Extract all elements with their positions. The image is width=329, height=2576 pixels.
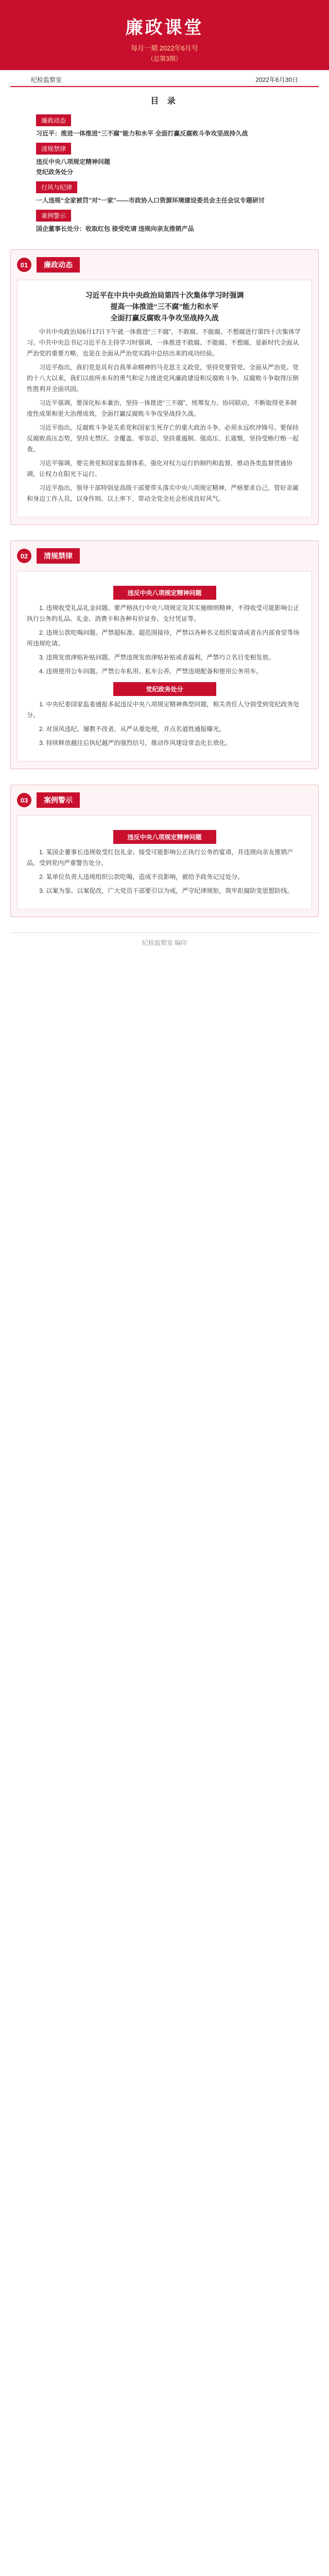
newsletter-title: 廉政课堂 bbox=[125, 19, 204, 38]
newsletter-page bbox=[0, 0, 329, 947]
toc-entry: 党纪政务处分 bbox=[36, 168, 74, 176]
article-paragraph: 习近平强调，要完善党和国家监督体系，强化对权力运行的制约和监督，推动各类监督贯通协调，让权力在阳光下运行。 bbox=[27, 460, 293, 478]
section-header bbox=[11, 250, 318, 280]
subsection-item: 3. 持续释放越往后执纪越严的强烈信号，推动作风建设常态化长效化。 bbox=[39, 739, 232, 747]
article-paragraph: 习近平指出，反腐败斗争是关系党和国家生死存亡的重大政治斗争，必须永远吹冲锋号。要保持反腐败高压态势，坚持无禁区、全覆盖、零容忍，坚持重遏制、强高压、长震慑，坚持受贿行贿一起查。 bbox=[27, 424, 299, 453]
section-tag: 廉政动态 bbox=[37, 257, 80, 273]
subsection-item: 2. 违规公款吃喝问题。严禁超标准、超范围接待，严禁以各种名义组织宴请或者在内部食堂等场所违规吃请。 bbox=[27, 629, 300, 647]
article-paragraph: 习近平指出，我们党是具有自我革命精神的马克思主义政党，坚持党要管党、全面从严治党。党的十八大以来，我们以前所未有的勇气和定力推进党风廉政建设和反腐败斗争，反腐败斗争取得压倒性胜利并全面巩固。 bbox=[27, 364, 299, 393]
subsection-item: 3. 以案为鉴、以案促改，广大党员干部要引以为戒，严守纪律规矩，筑牢拒腐防变思想防线。 bbox=[39, 887, 293, 894]
publisher: 纪检监察室 bbox=[31, 76, 62, 83]
section-03 bbox=[10, 785, 319, 917]
subsection-item: 2. 某单位负责人违规组织公款吃喝，造成不良影响，被给予政务记过处分。 bbox=[39, 873, 244, 880]
subsection-item: 1. 中央纪委国家监委通报多起违反中央八项规定精神典型问题，相关责任人分别受到党纪政务处分。 bbox=[27, 701, 300, 719]
toc-group bbox=[36, 139, 293, 177]
toc-tag: 行风与纪律 bbox=[36, 181, 77, 193]
table-of-contents bbox=[0, 110, 329, 234]
toc-group bbox=[36, 206, 293, 234]
toc-group bbox=[36, 110, 293, 139]
section-number: 02 bbox=[17, 549, 31, 563]
issue-total: （总第3期） bbox=[147, 55, 182, 62]
section-number: 01 bbox=[17, 258, 31, 272]
article-body bbox=[17, 815, 312, 909]
toc-tag: 案例警示 bbox=[36, 210, 71, 222]
meta-row bbox=[10, 70, 319, 87]
toc-entry: 一人违规“全家被罚”对“一家”——市政协人口资源环境建设委员会主任会议专题研讨 bbox=[36, 197, 265, 204]
subsection-item: 1. 某国企董事长违规收受红包礼金、接受可能影响公正执行公务的宴请，并违规向亲友推销产品，受到党内严重警告处分。 bbox=[27, 849, 293, 867]
toc-entry: 习近平：推进一体推进“三不腐”能力和水平 全面打赢反腐败斗争攻坚战持久战 bbox=[36, 130, 248, 137]
toc-tag: 廉政动态 bbox=[36, 114, 71, 126]
footer: 纪检监察室 编印 bbox=[10, 933, 319, 947]
masthead bbox=[0, 0, 329, 70]
article-paragraph: 习近平强调，要深化标本兼治，坚持一体推进“三不腐”，统筹发力、协同联动，不断取得更多制度性成果和更大治理成效，全面打赢反腐败斗争攻坚战持久战。 bbox=[27, 399, 297, 417]
section-tag: 清规禁律 bbox=[37, 548, 80, 564]
section-header bbox=[11, 541, 318, 571]
article-paragraph: 习近平指出，领导干部特别是高级干部要带头落实中央八项规定精神，严格要求自己，管好亲属和身边工作人员，以身作则、以上率下，带动全党全社会形成良好风气。 bbox=[27, 484, 299, 502]
section-number: 03 bbox=[17, 793, 31, 807]
article-title: 习近平在中共中央政治局第四十次集体学习时强调 提高一体推进“三不腐”能力和水平 全面打赢反腐败斗争攻坚战持久战 bbox=[85, 291, 244, 322]
section-header bbox=[11, 785, 318, 815]
subsection-item: 3. 违规发放津贴补贴问题。严禁违规发放津贴补贴或者福利，严禁巧立名目变相发放。 bbox=[39, 654, 275, 661]
article-body bbox=[17, 280, 312, 517]
toc-tag: 清规禁律 bbox=[36, 143, 71, 155]
sections bbox=[0, 249, 329, 917]
subsection-label: 违反中央八项规定精神问题 bbox=[113, 586, 216, 600]
toc-entry: 违反中央八项规定精神问题 bbox=[36, 158, 111, 165]
article-paragraph: 中共中央政治局6月17日下午就一体推进“三不腐”，不敢腐、不能腐、不想腐进行第四十次集体学习。中共中央总书记习近平在主持学习时强调，一体推进不敢腐、不能腐、不想腐，是新时代全面从严治党的重要方略，也是在全面从严治党实践中总结出来的成功经验。 bbox=[27, 328, 301, 357]
toc-title: 目 录 bbox=[150, 97, 179, 106]
subsection-label: 党纪政务处分 bbox=[113, 682, 216, 696]
toc-entry: 国企董事长处分：收取红包 接受吃请 违规向亲友推销产品 bbox=[36, 225, 194, 232]
publish-date: 2022年6月30日 bbox=[255, 76, 298, 83]
section-tag: 案例警示 bbox=[37, 792, 80, 808]
section-01 bbox=[10, 249, 319, 525]
article-body bbox=[17, 571, 312, 761]
subsection-item: 1. 违规收受礼品礼金问题。要严格执行中央八项规定及其实施细则精神，不得收受可能影响公正执行公务的礼品、礼金、消费卡和各种有价证券、支付凭证等。 bbox=[27, 604, 300, 622]
subsection-item: 2. 对顶风违纪、屡教不改者，从严从重处理，并点名道姓通报曝光。 bbox=[39, 725, 226, 733]
toc-group bbox=[36, 177, 293, 206]
section-02 bbox=[10, 540, 319, 769]
subsection-item: 4. 违规使用公车问题。严禁公车私用、私车公养，严禁违规配备和使用公务用车。 bbox=[39, 668, 263, 675]
subsection-label: 违反中央八项规定精神问题 bbox=[113, 830, 216, 844]
issue-line: 每月一期 2022年6月号 bbox=[131, 44, 198, 52]
